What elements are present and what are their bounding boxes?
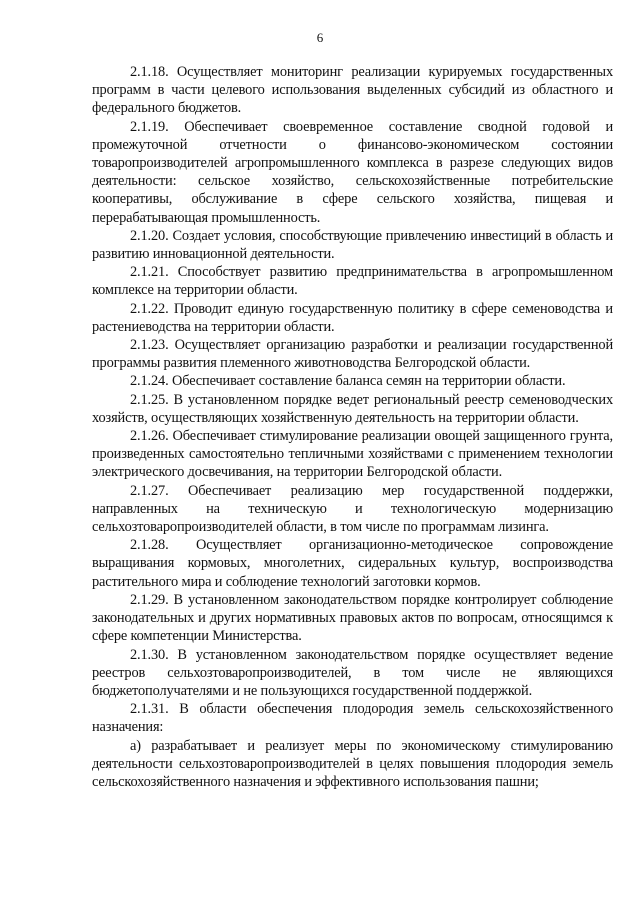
page-number: 6 [316, 30, 324, 45]
paragraph-2-1-24: 2.1.24. Обеспечивает составление баланса семян на территории области. [130, 373, 566, 390]
paragraph-2-1-20: 2.1.20. Создает условия, способствующие привлечению инвестиций в область и развитию инновационной деятельности. [92, 227, 613, 263]
paragraph-2-1-26: 2.1.26. Обеспечивает стимулирование реализации овощей защищенного грунта, произведенных самостоятельно тепличными хозяйствами с применением технологии электрического досвечивания, на территории Белгородской области. [92, 428, 613, 481]
paragraph-2-1-28: 2.1.28. Осуществляет организационно-методическое сопровождение выращивания кормовых, многолетних, сидеральных культур, воспроизводства растительного мира и соблюдение технологий заготовки кормов. [92, 537, 613, 590]
paragraph-2-1-30: 2.1.30. В установленном законодательством порядке осуществляет ведение реестров сельхозтоваропроизводителей, в том числе не являющихся бюджетополучателями и не пользующихся государственной поддержкой. [92, 646, 613, 699]
paragraph-2-1-21: 2.1.21. Способствует развитию предпринимательства в агропромышленном комплексе на территории области. [92, 264, 613, 299]
paragraph-2-1-22: 2.1.22. Проводит единую государственную политику в сфере семеноводства и растениеводства на территории области. [92, 300, 613, 335]
paragraph-2-1-25: 2.1.25. В установленном порядке ведет региональный реестр семеноводческих хозяйств, осуществляющих хозяйственную деятельность на территории области. [92, 391, 613, 426]
paragraph-2-1-31-a: а) разрабатывает и реализует меры по экономическому стимулированию деятельности сельхозтоваропроизводителей в целях повышения плодородия земель сельскохозяйственного назначения и эффективного использования пашни; [92, 737, 613, 790]
paragraph-2-1-31: 2.1.31. В области обеспечения плодородия земель сельскохозяйственного назначения: [92, 701, 613, 736]
paragraph-2-1-23: 2.1.23. Осуществляет организацию разработки и реализации государственной программы развития племенного животноводства Белгородской области. [92, 337, 613, 372]
document-body [92, 63, 613, 791]
paragraph-2-1-29: 2.1.29. В установленном законодательством порядке контролирует соблюдение законодательных и других нормативных правовых актов по вопросам, относящимся к сфере компетенции Министерства. [92, 591, 613, 645]
paragraph-2-1-19: 2.1.19. Обеспечивает своевременное составление сводной годовой и промежуточной отчетности о финансово-экономическом состоянии товаропроизводителей агропромышленного комплекса в разрезе следующих видов деятельности: сельское хозяйство, сельскохозяйственные потребительские кооперативы, обслуживание в сфере сельского хозяйства, пищевая и перерабатывающая промышленность. [92, 118, 613, 226]
paragraph-2-1-27: 2.1.27. Обеспечивает реализацию мер государственной поддержки, направленных на техническую и технологическую модернизацию сельхозтоваропроизводителей области, в том числе по программам лизинга. [92, 482, 613, 536]
paragraph-2-1-18: 2.1.18. Осуществляет мониторинг реализации курируемых государственных программ в части целевого использования выделенных субсидий из областного и федерального бюджетов. [92, 64, 613, 117]
